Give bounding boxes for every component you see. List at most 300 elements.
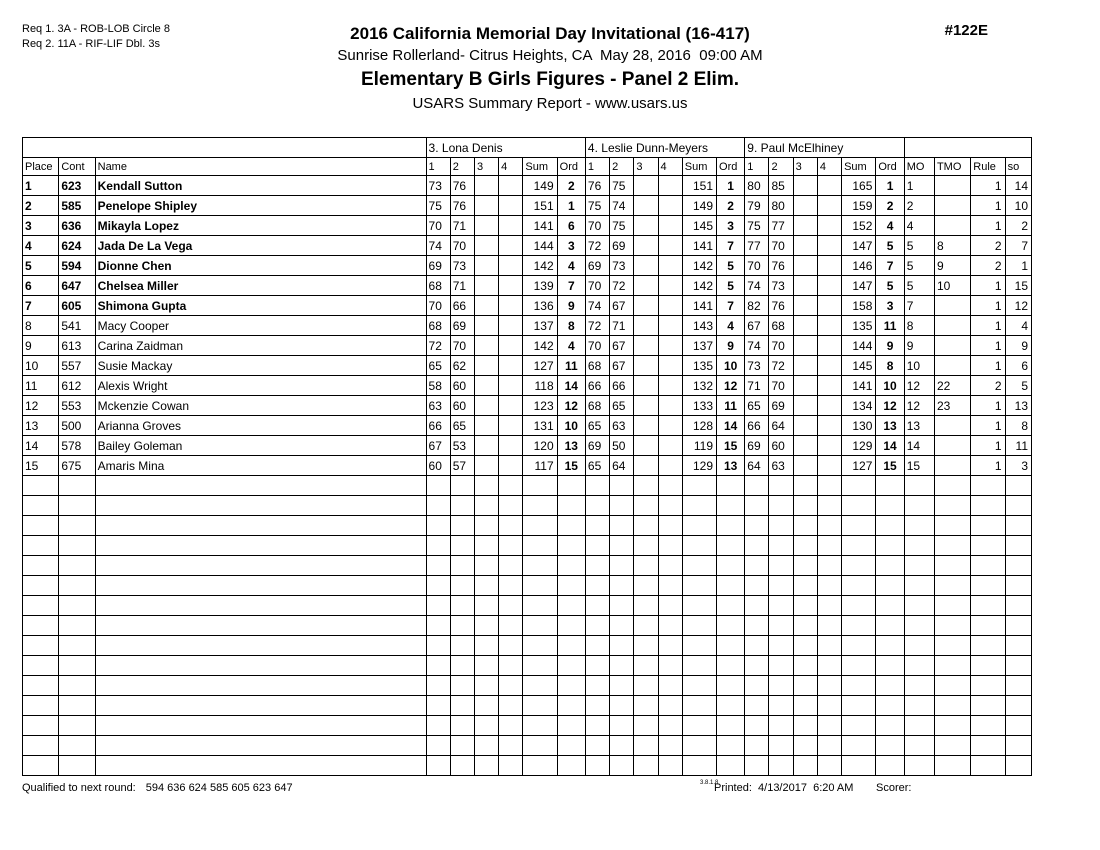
score-cell [658,456,682,476]
empty-cell [23,696,59,716]
empty-cell [523,656,557,676]
empty-cell [523,756,557,776]
score3-header: 3 [634,158,658,176]
rule-cell: 1 [971,436,1005,456]
score2-header: 2 [769,158,793,176]
empty-cell [610,496,634,516]
empty-cell [634,636,658,656]
empty-cell [557,496,585,516]
sum-cell: 141 [682,296,716,316]
empty-cell [658,636,682,656]
empty-cell [426,636,450,656]
empty-cell [682,676,716,696]
score-cell: 70 [450,236,474,256]
score-cell: 67 [610,296,634,316]
ord-cell: 4 [876,216,904,236]
score-cell: 76 [769,296,793,316]
empty-cell [682,496,716,516]
result-row [23,236,1032,256]
score-cell: 68 [426,276,450,296]
empty-cell [971,676,1005,696]
score-cell: 73 [745,356,769,376]
sum-cell: 119 [682,436,716,456]
mo-cell: 2 [904,196,934,216]
score-cell: 74 [610,196,634,216]
empty-cell [450,656,474,676]
judge-2-name: 4. Leslie Dunn-Meyers [585,138,744,158]
sum-cell: 127 [842,456,876,476]
ord-cell: 10 [717,356,745,376]
empty-cell [934,716,970,736]
rule-cell: 1 [971,456,1005,476]
sum-cell: 142 [682,276,716,296]
result-row [23,436,1032,456]
ord-cell: 12 [876,396,904,416]
empty-cell [95,596,426,616]
score-cell: 77 [769,216,793,236]
sum-cell: 149 [523,176,557,196]
empty-cell [745,736,769,756]
empty-cell [610,536,634,556]
score-cell: 75 [610,216,634,236]
empty-cell [745,516,769,536]
division-title: Elementary B Girls Figures - Panel 2 Elim. [360,69,740,90]
empty-cell [450,756,474,776]
empty-cell [745,716,769,736]
score-cell [634,336,658,356]
score-cell [634,316,658,336]
score-cell [474,216,498,236]
score-cell [793,416,817,436]
result-row [23,416,1032,436]
tmo-header: TMO [934,158,970,176]
score-cell: 73 [769,276,793,296]
sum-cell: 145 [682,216,716,236]
empty-cell [745,476,769,496]
empty-cell [817,716,841,736]
score-cell: 72 [769,356,793,376]
sum-cell: 158 [842,296,876,316]
empty-cell [23,596,59,616]
score-cell: 64 [610,456,634,476]
empty-cell [23,476,59,496]
sum-cell: 159 [842,196,876,216]
empty-cell [904,476,934,496]
score-cell: 79 [745,196,769,216]
score-cell [474,416,498,436]
empty-cell [426,496,450,516]
empty-cell [474,676,498,696]
cont-cell: 612 [59,376,95,396]
score-cell: 64 [769,416,793,436]
empty-cell [658,556,682,576]
empty-cell [717,676,745,696]
empty-cell [717,516,745,536]
empty-cell [717,696,745,716]
score-cell: 60 [426,456,450,476]
empty-cell [682,536,716,556]
tmo-cell [934,356,970,376]
empty-row [23,676,1032,696]
sum-cell: 123 [523,396,557,416]
empty-cell [817,596,841,616]
score-cell: 70 [585,276,609,296]
empty-cell [610,516,634,536]
score-cell: 70 [745,256,769,276]
empty-row [23,736,1032,756]
empty-cell [793,516,817,536]
empty-cell [95,556,426,576]
empty-cell [658,596,682,616]
empty-cell [717,476,745,496]
empty-cell [817,496,841,516]
ord-header: Ord [557,158,585,176]
so-cell: 13 [1005,396,1031,416]
empty-cell [934,536,970,556]
empty-cell [634,756,658,776]
tmo-cell [934,216,970,236]
score-cell [793,236,817,256]
results-table [22,137,1032,776]
score-cell: 70 [769,376,793,396]
empty-cell [745,636,769,656]
score-cell [474,256,498,276]
empty-cell [59,696,95,716]
cont-cell: 557 [59,356,95,376]
empty-cell [95,736,426,756]
empty-cell [610,756,634,776]
score-cell [658,316,682,336]
ord-cell: 7 [876,256,904,276]
empty-cell [450,556,474,576]
cont-header: Cont [59,158,95,176]
empty-cell [842,476,876,496]
score-cell [634,436,658,456]
place-cell: 14 [23,436,59,456]
empty-cell [23,616,59,636]
empty-row [23,636,1032,656]
name-cell: Susie Mackay [95,356,426,376]
score-cell [793,256,817,276]
empty-cell [23,736,59,756]
score-cell: 70 [585,336,609,356]
empty-cell [634,576,658,596]
empty-cell [426,696,450,716]
empty-cell [658,656,682,676]
score-cell: 71 [745,376,769,396]
empty-cell [634,596,658,616]
score-cell: 70 [450,336,474,356]
ord-cell: 3 [557,236,585,256]
sum-cell: 131 [523,416,557,436]
empty-cell [876,576,904,596]
empty-cell [610,736,634,756]
empty-cell [769,656,793,676]
result-row [23,316,1032,336]
score-cell: 62 [450,356,474,376]
judge-header-row [23,138,1032,158]
empty-cell [682,656,716,676]
rule-cell: 1 [971,216,1005,236]
empty-cell [658,576,682,596]
place-cell: 3 [23,216,59,236]
score-cell [499,236,523,256]
place-cell: 1 [23,176,59,196]
score-cell: 73 [450,256,474,276]
empty-cell [59,616,95,636]
sum-cell: 128 [682,416,716,436]
empty-cell [876,556,904,576]
empty-cell [95,716,426,736]
empty-row [23,476,1032,496]
score-cell [474,396,498,416]
score-cell [634,276,658,296]
empty-cell [769,476,793,496]
empty-cell [904,536,934,556]
empty-cell [585,536,609,556]
empty-cell [769,596,793,616]
empty-cell [95,516,426,536]
empty-cell [523,516,557,536]
empty-cell [634,676,658,696]
empty-cell [499,616,523,636]
score-cell: 71 [450,216,474,236]
score-cell [658,236,682,256]
printed-line: Printed: 4/13/2017 6:20 AM [714,782,854,794]
sum-cell: 144 [523,236,557,256]
ord-cell: 3 [876,296,904,316]
ord-cell: 5 [876,276,904,296]
score-cell: 66 [585,376,609,396]
title-block [0,0,1100,112]
empty-cell [523,676,557,696]
rule-header: Rule [971,158,1005,176]
sum-cell: 133 [682,396,716,416]
place-cell: 13 [23,416,59,436]
score-cell: 70 [585,216,609,236]
empty-cell [842,616,876,636]
cont-cell: 675 [59,456,95,476]
empty-cell [971,556,1005,576]
empty-cell [557,716,585,736]
empty-cell [793,676,817,696]
empty-cell [610,676,634,696]
empty-cell [610,636,634,656]
requirement-1: Req 1. 3A - ROB-LOB Circle 8 [22,23,170,35]
empty-cell [934,576,970,596]
score-cell [499,256,523,276]
empty-cell [426,536,450,556]
place-cell: 4 [23,236,59,256]
rule-cell: 1 [971,176,1005,196]
empty-cell [23,556,59,576]
empty-row [23,756,1032,776]
empty-cell [934,616,970,636]
cont-cell: 585 [59,196,95,216]
empty-cell [842,676,876,696]
ord-cell: 15 [717,436,745,456]
score-cell [793,356,817,376]
results-body [23,176,1032,776]
result-row [23,296,1032,316]
sum-cell: 145 [842,356,876,376]
score-cell: 60 [450,396,474,416]
score4-header: 4 [817,158,841,176]
sum-cell: 143 [682,316,716,336]
empty-cell [769,676,793,696]
empty-cell [904,636,934,656]
empty-cell [842,576,876,596]
empty-cell [817,676,841,696]
empty-cell [499,636,523,656]
mo-cell: 14 [904,436,934,456]
empty-cell [971,576,1005,596]
cont-cell: 636 [59,216,95,236]
ord-cell: 10 [557,416,585,436]
empty-cell [426,756,450,776]
empty-cell [682,476,716,496]
sum-cell: 141 [842,376,876,396]
score-cell: 69 [610,236,634,256]
score-cell: 58 [426,376,450,396]
empty-cell [59,636,95,656]
ord-cell: 9 [876,336,904,356]
empty-cell [523,496,557,516]
empty-cell [426,476,450,496]
empty-cell [610,696,634,716]
score-cell [634,176,658,196]
empty-cell [817,696,841,716]
rule-cell: 2 [971,236,1005,256]
score-cell [499,456,523,476]
sum-cell: 118 [523,376,557,396]
empty-cell [23,676,59,696]
empty-cell [585,716,609,736]
score-cell [499,436,523,456]
judge-row-spacer-right [904,138,1031,158]
score-cell: 75 [585,196,609,216]
empty-cell [557,636,585,656]
empty-cell [557,676,585,696]
sum-cell: 136 [523,296,557,316]
empty-cell [610,616,634,636]
empty-cell [769,736,793,756]
empty-row [23,656,1032,676]
tmo-cell: 23 [934,396,970,416]
empty-cell [876,516,904,536]
ord-cell: 2 [876,196,904,216]
score-cell: 76 [450,196,474,216]
score-cell: 57 [450,456,474,476]
ord-cell: 5 [717,276,745,296]
score1-header: 1 [745,158,769,176]
ord-cell: 3 [717,216,745,236]
sum-cell: 135 [842,316,876,336]
score-cell [817,276,841,296]
empty-cell [682,716,716,736]
empty-cell [971,596,1005,616]
empty-cell [842,656,876,676]
score-cell: 69 [769,396,793,416]
score-cell: 67 [745,316,769,336]
empty-cell [971,516,1005,536]
mo-cell: 12 [904,376,934,396]
so-cell: 8 [1005,416,1031,436]
empty-cell [499,696,523,716]
empty-cell [793,476,817,496]
empty-cell [658,736,682,756]
empty-cell [426,676,450,696]
empty-cell [499,736,523,756]
score-cell: 66 [745,416,769,436]
score-cell [658,356,682,376]
ord-cell: 12 [557,396,585,416]
empty-cell [23,536,59,556]
name-cell: Amaris Mina [95,456,426,476]
result-row [23,216,1032,236]
empty-cell [971,736,1005,756]
empty-cell [59,656,95,676]
empty-cell [1005,476,1031,496]
empty-cell [59,756,95,776]
empty-cell [876,636,904,656]
empty-cell [610,596,634,616]
empty-cell [876,596,904,616]
score-cell: 75 [426,196,450,216]
score-cell [634,296,658,316]
score-cell: 63 [769,456,793,476]
score-cell [817,316,841,336]
empty-cell [904,676,934,696]
sum-cell: 120 [523,436,557,456]
empty-cell [904,756,934,776]
score-cell [474,196,498,216]
empty-row [23,496,1032,516]
empty-cell [499,476,523,496]
empty-cell [817,536,841,556]
empty-cell [717,536,745,556]
score4-header: 4 [499,158,523,176]
empty-cell [717,576,745,596]
score-cell: 76 [450,176,474,196]
cont-cell: 647 [59,276,95,296]
empty-cell [426,616,450,636]
empty-cell [450,616,474,636]
empty-cell [450,636,474,656]
score-cell: 65 [610,396,634,416]
name-cell: Arianna Groves [95,416,426,436]
empty-cell [769,516,793,536]
place-header: Place [23,158,59,176]
empty-cell [95,476,426,496]
empty-cell [934,556,970,576]
empty-cell [450,536,474,556]
empty-cell [474,716,498,736]
score-cell [658,416,682,436]
cont-cell: 541 [59,316,95,336]
name-cell: Carina Zaidman [95,336,426,356]
score-cell [474,316,498,336]
requirements-block [22,22,170,52]
score-cell [817,356,841,376]
empty-cell [793,716,817,736]
empty-cell [474,616,498,636]
score-cell [658,376,682,396]
empty-cell [904,656,934,676]
result-row [23,396,1032,416]
sum-header: Sum [523,158,557,176]
empty-cell [934,516,970,536]
